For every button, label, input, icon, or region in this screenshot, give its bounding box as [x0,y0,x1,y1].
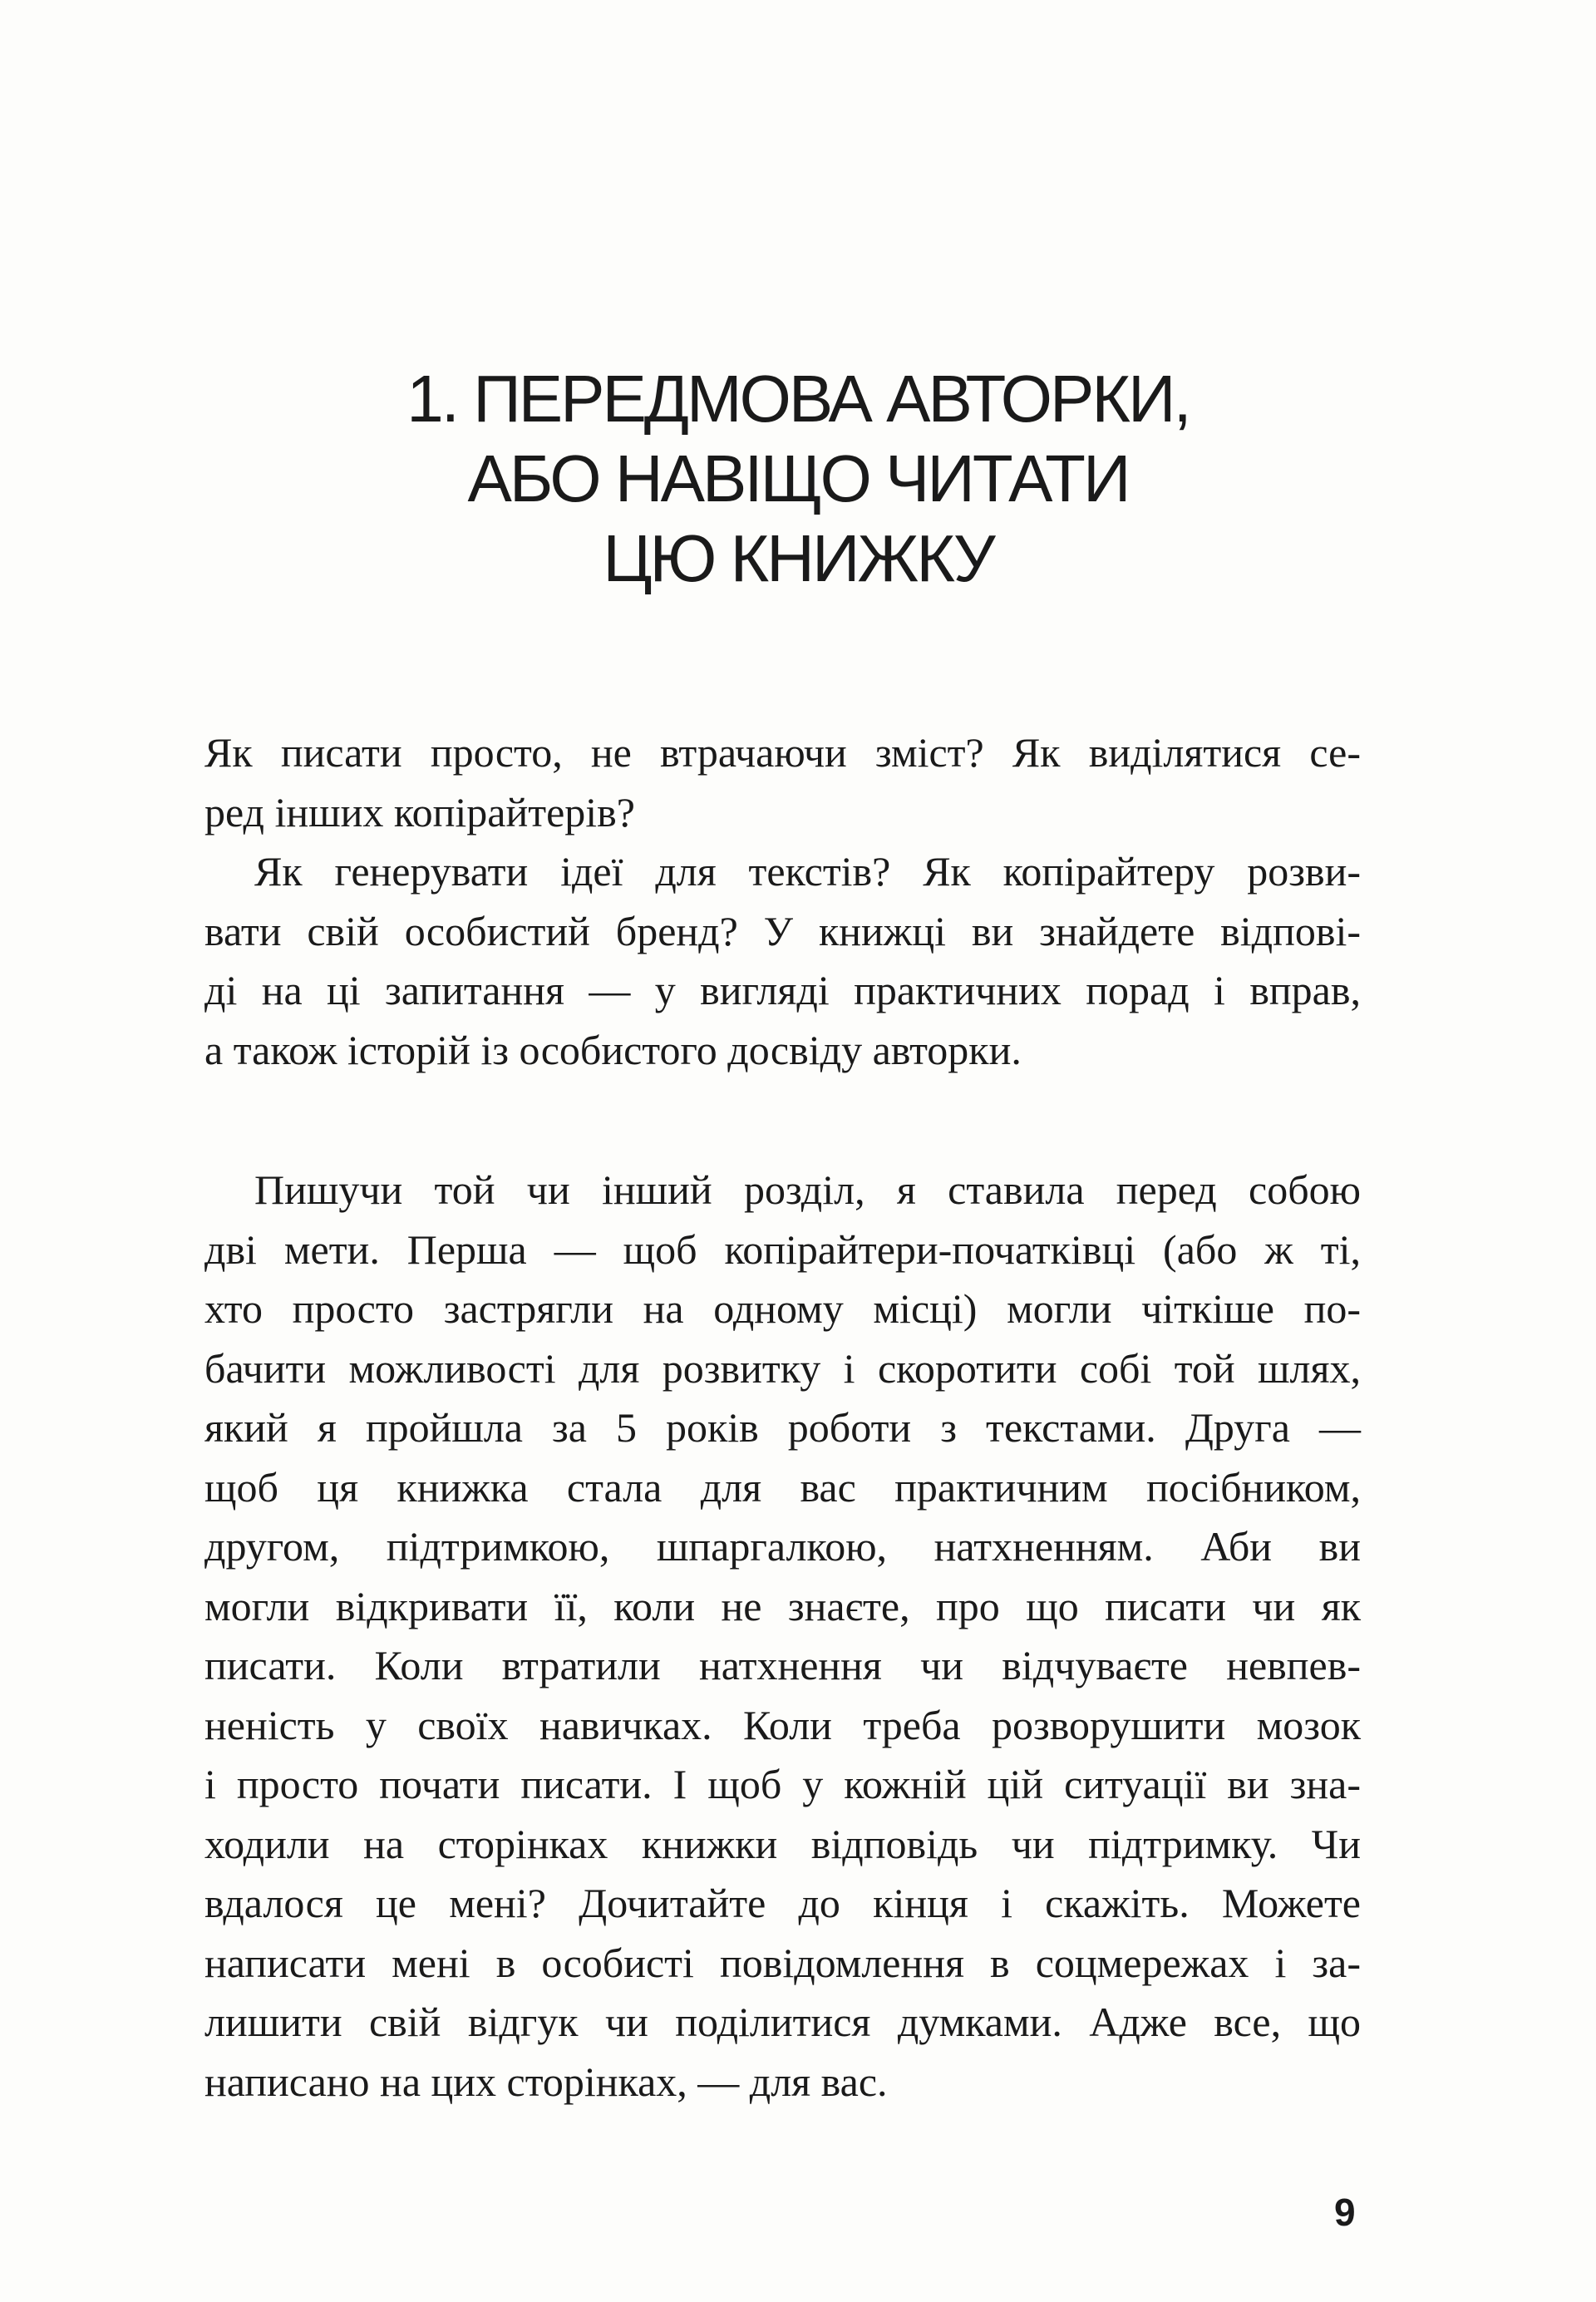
text-line: бачити можливості для розвитку і скоротити собі той шлях, [204,1344,1361,1392]
text-line: ді на ці запитання — у вигляді практичних порад і вправ, [204,967,1361,1013]
text-line: хто просто застрягли на одному місці) могли чіткіше по- [204,1285,1361,1332]
text-line: який я пройшла за 5 років роботи з текстами. Друга — [204,1404,1361,1451]
text-line: а також історій із особистого досвіду авторки. [204,1026,1022,1073]
text-line: другом, підтримкою, шпаргалкою, натхненням. Аби ви [204,1523,1361,1570]
text-line: могли відкривати її, коли не знаєте, про що писати чи як [204,1582,1361,1629]
chapter-title-line: АБО НАВІЩО ЧИТАТИ [467,441,1129,515]
chapter-title [0,359,1596,599]
text-line: Пишучи той чи інший розділ, я ставила перед собою [254,1166,1361,1213]
text-line: Як писати просто, не втрачаючи зміст? Як виділятися се- [204,729,1361,776]
text-line: неність у своїх навичках. Коли треба розворушити мозок [204,1701,1361,1748]
text-line: Як генерувати ідеї для текстів? Як копірайтеру розви- [254,848,1361,895]
intro-paragraphs [204,723,1361,1080]
body-paragraph [204,1161,1361,2112]
text-line: вдалося це мені? Дочитайте до кінця і скажіть. Можете [204,1880,1361,1926]
text-line: дві мети. Перша — щоб копірайтери-початківці (або ж ті, [204,1225,1361,1273]
text-line: написати мені в особисті повідомлення в соцмережах і за- [204,1939,1361,1986]
text-line: і просто почати писати. І щоб у кожній цій ситуації ви зна- [204,1761,1361,1807]
text-line: лишити свій відгук чи поділитися думками. Адже все, що [204,1999,1361,2045]
chapter-title-line: 1. ПЕРЕДМОВА АВТОРКИ, [406,362,1190,436]
chapter-title-line: ЦЮ КНИЖКУ [603,521,993,595]
text-line: щоб ця книжка стала для вас практичним посібником, [204,1463,1361,1511]
page-number: 9 [1334,2191,1356,2234]
text-line: ходили на сторінках книжки відповідь чи підтримку. Чи [204,1820,1361,1867]
text-line: ред інших копірайтерів? [204,788,635,836]
text-line: писати. Коли втратили натхнення чи відчуваєте невпев- [204,1642,1361,1688]
text-line: вати свій особистий бренд? У книжці ви знайдете відпові- [204,907,1361,954]
text-line: написано на цих сторінках, — для вас. [204,2058,888,2105]
